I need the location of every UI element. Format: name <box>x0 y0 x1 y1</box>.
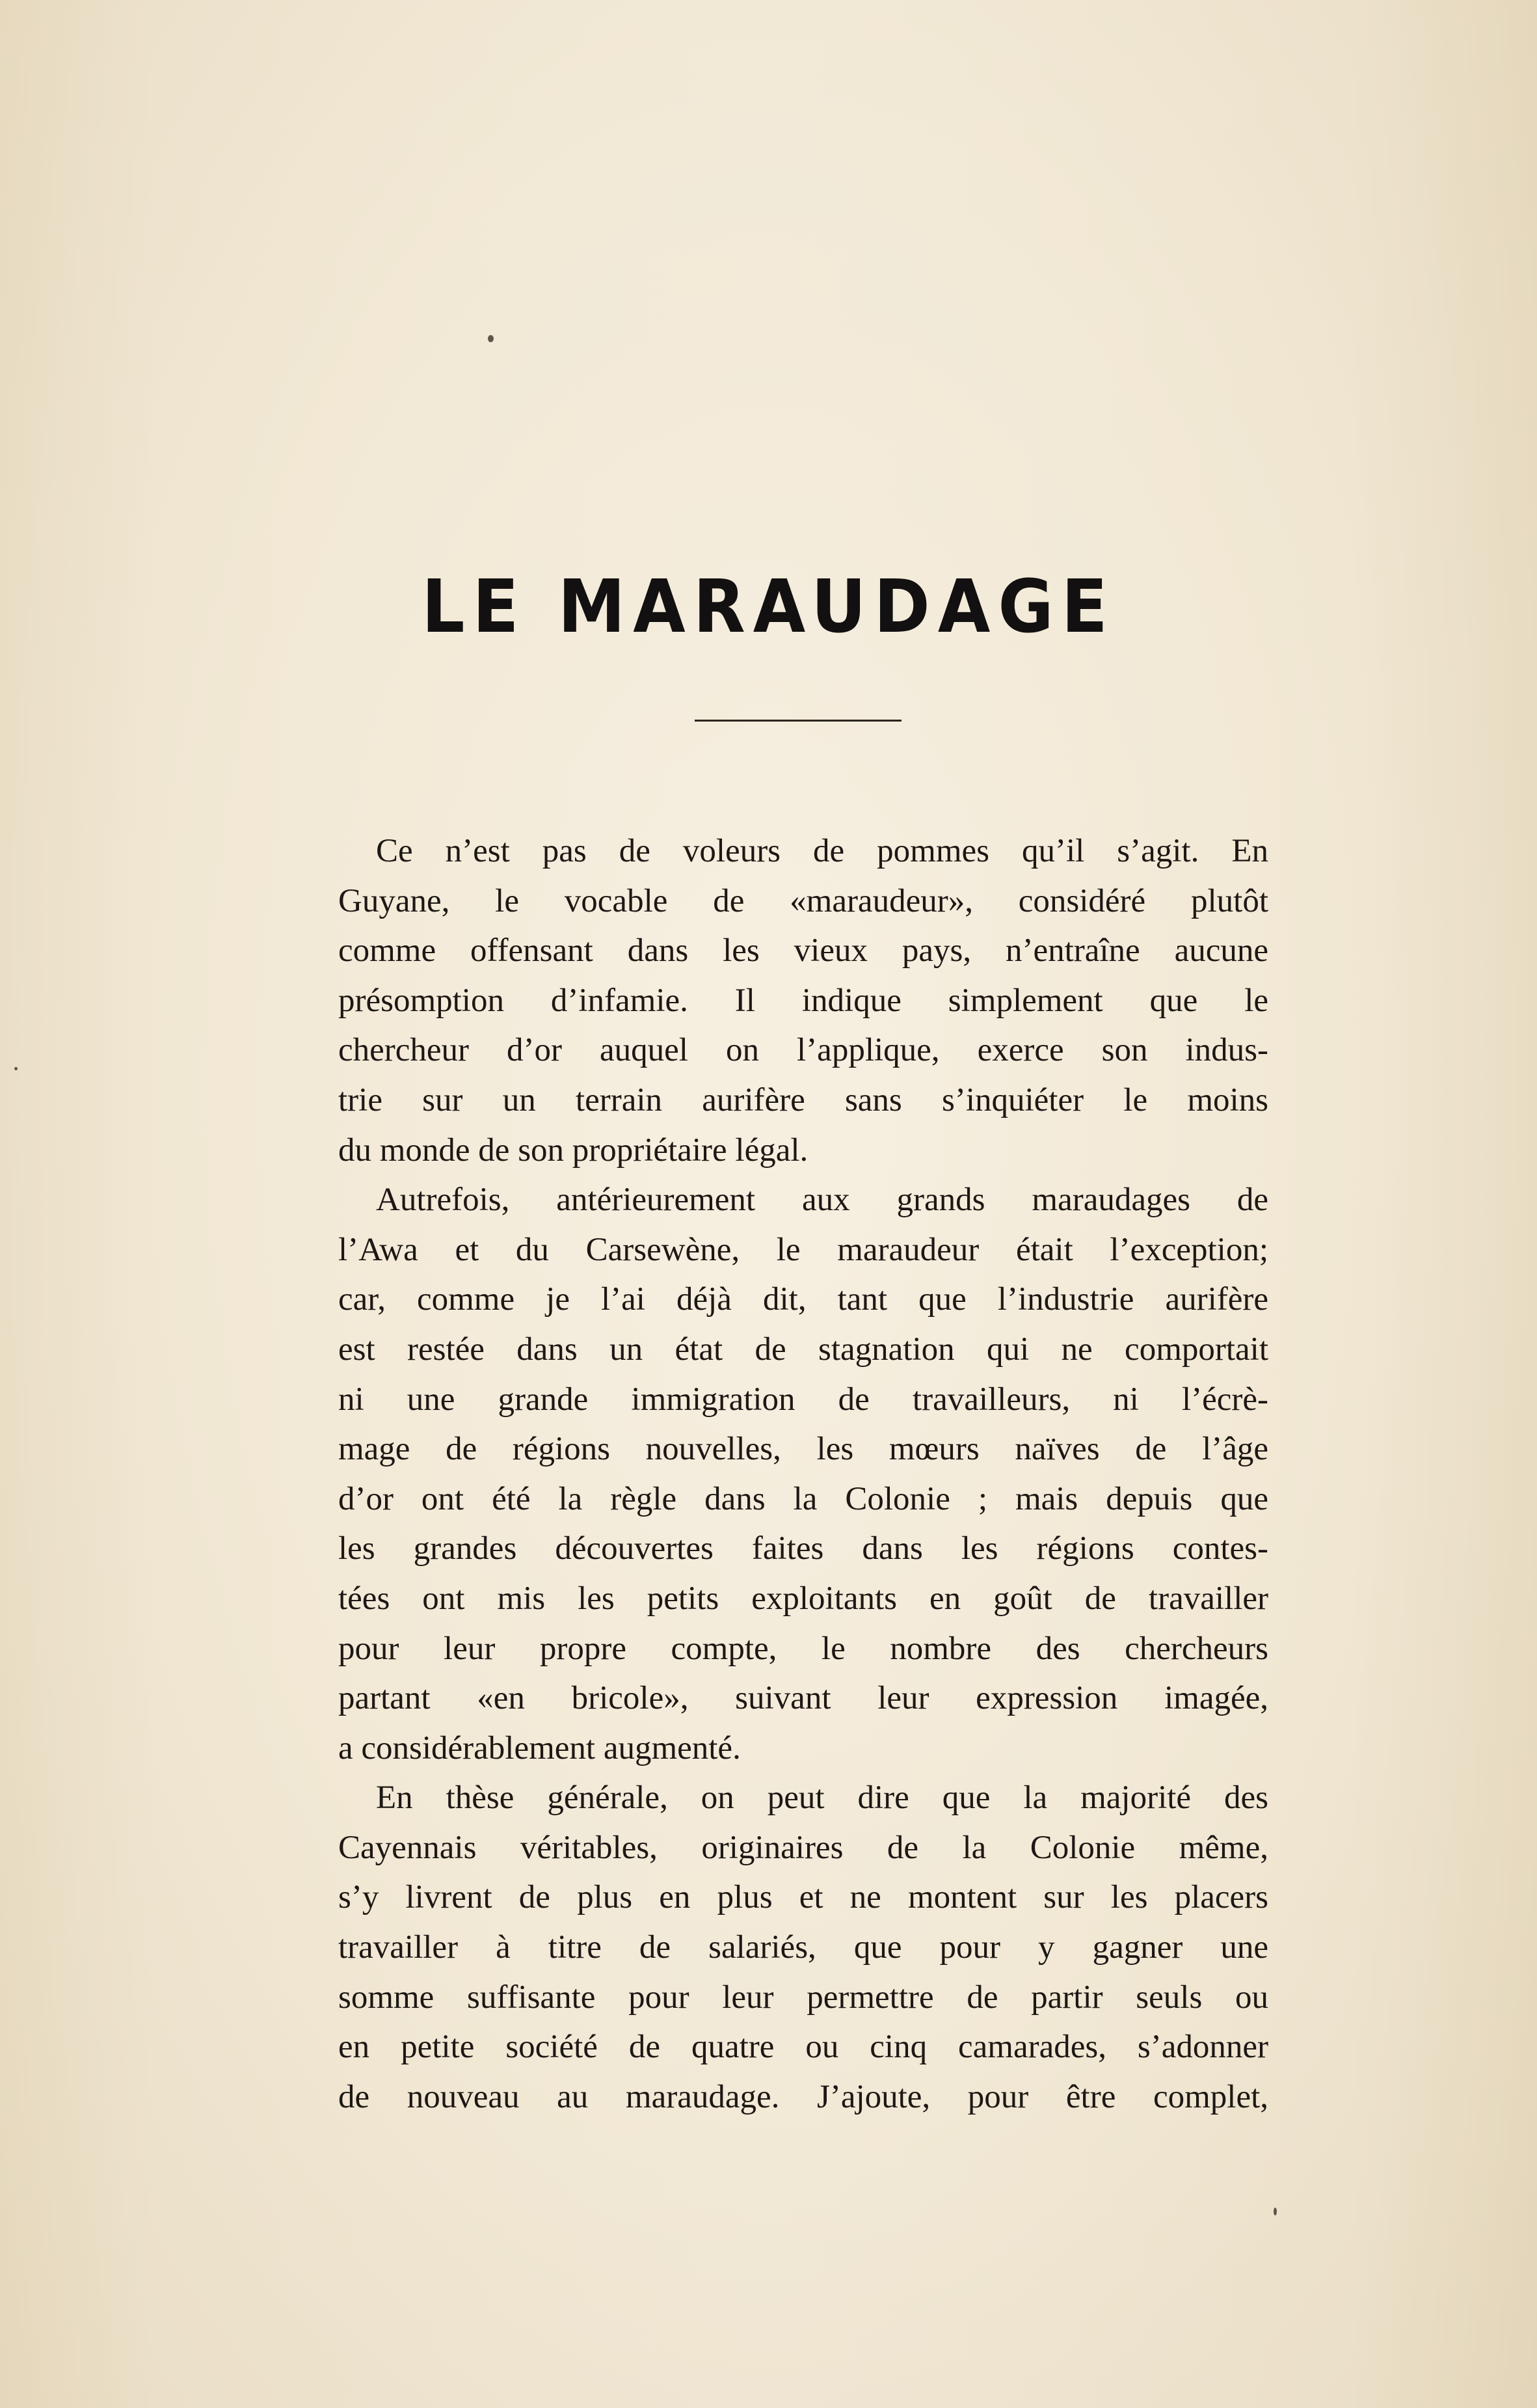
text-line: mage de régions nouvelles, les mœurs naïves de l’âge <box>338 1431 1268 1468</box>
text-line: en petite société de quatre ou cinq camarades, s’adonner <box>338 2029 1268 2066</box>
paragraph <box>338 1773 1268 2122</box>
text-line: Autrefois, antérieurement aux grands maraudages de <box>376 1182 1268 1219</box>
text-line: En thèse générale, on peut dire que la majorité des <box>376 1779 1268 1817</box>
text-line: présomption d’infamie. Il indique simplement que le <box>338 982 1268 1019</box>
text-line: partant «en bricole», suivant leur expression imagée, <box>338 1680 1268 1717</box>
text-line: comme offensant dans les vieux pays, n’entraîne aucune <box>338 932 1268 969</box>
text-line: tées ont mis les petits exploitants en goût de travailler <box>338 1580 1268 1617</box>
text-line: du monde de son propriétaire légal. <box>338 1131 809 1169</box>
text-line: chercheur d’or auquel on l’applique, exerce son indus- <box>338 1032 1268 1069</box>
text-line: s’y livrent de plus en plus et ne montent sur les placers <box>338 1879 1268 1916</box>
text-line: d’or ont été la règle dans la Colonie ; mais depuis que <box>338 1480 1268 1517</box>
text-line: de nouveau au maraudage. J’ajoute, pour être complet, <box>338 2078 1268 2115</box>
text-line: est restée dans un état de stagnation qui ne comportait <box>338 1331 1268 1368</box>
text-line: Ce n’est pas de voleurs de pommes qu’il s’agit. En <box>376 833 1268 869</box>
ink-speck <box>488 335 494 342</box>
text-line: les grandes découvertes faites dans les régions contes- <box>338 1530 1268 1567</box>
text-line: ni une grande immigration de travailleurs, ni l’écrè- <box>338 1381 1268 1418</box>
paragraph <box>338 1175 1268 1773</box>
text-line: somme suffisante pour leur permettre de partir seuls ou <box>338 1979 1268 2016</box>
text-line: l’Awa et du Carsewène, le maraudeur était l’exception; <box>338 1231 1268 1268</box>
text-line: trie sur un terrain aurifère sans s’inquiéter le moins <box>338 1081 1268 1118</box>
ink-speck <box>1274 2208 1277 2215</box>
text-line: travailler à titre de salariés, que pour y gagner une <box>338 1929 1268 1966</box>
text-line: pour leur propre compte, le nombre des chercheurs <box>338 1630 1268 1667</box>
title-rule <box>695 720 902 722</box>
text-line: a considérablement augmenté. <box>338 1729 741 1766</box>
text-line: car, comme je l’ai déjà dit, tant que l’industrie aurifère <box>338 1281 1268 1318</box>
ink-speck <box>14 1067 18 1070</box>
text-line: Guyane, le vocable de «maraudeur», considéré plutôt <box>338 882 1268 919</box>
chapter-body <box>338 826 1268 2122</box>
chapter-title: LE MARAUDAGE <box>421 563 1116 649</box>
text-line: Cayennais véritables, originaires de la Colonie même, <box>338 1829 1268 1866</box>
paragraph <box>338 826 1268 1175</box>
